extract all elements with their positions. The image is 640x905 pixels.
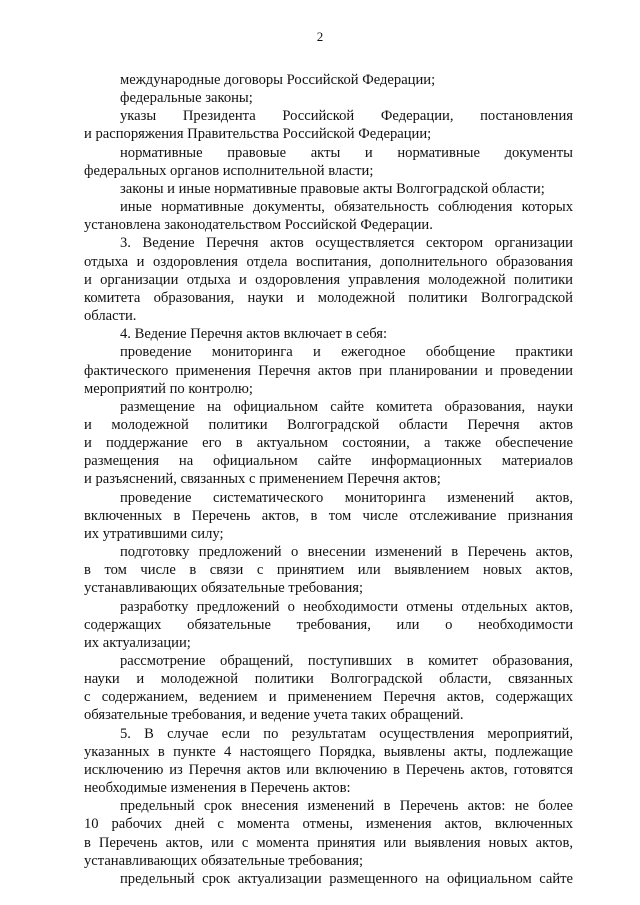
text-line: разработку предложений о необходимости отмены отдельных актов, [120, 598, 573, 615]
text-line: обязательные требования, и ведение учета таких обращений. [84, 707, 464, 724]
paragraph [84, 725, 573, 798]
page-number: 2 [316, 29, 324, 44]
text-line: и организации отдыха и оздоровления управления молодежной политики [84, 271, 573, 288]
text-line: проведение систематического мониторинга изменений актов, [120, 489, 573, 506]
paragraph [84, 797, 573, 870]
text-line: рассмотрение обращений, поступивших в комитет образования, [120, 653, 573, 669]
text-line: международные договоры Российской Федерации; [120, 72, 436, 88]
text-line: и распоряжения Правительства Российской Федерации; [84, 126, 432, 143]
text-line: исключению из Перечня актов или включению в Перечень актов, готовятся [84, 761, 573, 778]
paragraph [84, 543, 573, 597]
paragraph [84, 343, 573, 397]
text-line: 4. Ведение Перечня актов включает в себя: [120, 326, 388, 343]
paragraph [84, 144, 573, 180]
text-line: размещение на официальном сайте комитета образования, науки [120, 398, 573, 415]
text-line: и разъяснений, связанных с применением Перечня актов; [84, 471, 441, 488]
text-line: фактического применения Перечня актов при планировании и проведении [84, 362, 573, 379]
paragraph [84, 652, 573, 725]
text-line: и поддержание его в актуальном состоянии, а также обеспечение [84, 435, 573, 452]
text-line: федеральные законы; [120, 90, 253, 107]
text-line: области. [84, 308, 137, 325]
paragraph [84, 71, 573, 89]
text-line: с содержанием, ведением и применением Перечня актов, содержащих [84, 689, 573, 706]
text-line: федеральных органов исполнительной власти; [84, 162, 374, 179]
text-line: включенных в Перечень актов, в том числе отслеживание признания [84, 507, 573, 524]
text-line: науки и молодежной политики Волгоградской области, связанных [84, 671, 573, 688]
text-line: 5. В случае если по результатам осуществления мероприятий, [120, 725, 573, 742]
text-line: предельный срок внесения изменений в Перечень актов: не более [120, 798, 573, 815]
text-line: иные нормативные документы, обязательность соблюдения которых [120, 199, 573, 216]
text-line: предельный срок актуализации размещенного на официальном сайте [120, 870, 573, 887]
document-body [84, 71, 573, 888]
text-line: проведение мониторинга и ежегодное обобщение практики [120, 344, 573, 361]
text-line: подготовку предложений о внесении изменений в Перечень актов, [120, 544, 573, 561]
text-line: устанавливающих обязательные требования; [84, 852, 364, 869]
text-line: отдыха и оздоровления отдела воспитания, дополнительного образования [84, 253, 573, 270]
text-line: в Перечень актов, или с момента принятия или выявления новых актов, [84, 834, 573, 851]
text-line: размещения на официальном сайте информационных материалов [84, 453, 573, 470]
text-line: указанных в пункте 4 настоящего Порядка, выявлены акты, подлежащие [84, 743, 573, 760]
text-line: комитета образования, науки и молодежной политики Волгоградской [84, 289, 573, 306]
text-line: устанавливающих обязательные требования; [84, 580, 364, 597]
text-line: указы Президента Российской Федерации, постановления [120, 108, 573, 125]
paragraph [84, 180, 573, 198]
text-line: в том числе в связи с принятием или выявлением новых актов, [84, 562, 573, 579]
text-line: установлена законодательством Российской Федерации. [84, 217, 433, 234]
text-line: 10 рабочих дней с момента отмены, изменения актов, включенных [84, 816, 573, 833]
paragraph [84, 489, 573, 543]
text-line: их актуализации; [84, 634, 191, 651]
text-line: их утратившими силу; [84, 525, 224, 542]
text-line: содержащих обязательные требования, или о необходимости [84, 616, 573, 633]
paragraph [84, 325, 573, 343]
paragraph [84, 198, 573, 234]
text-line: законы и иные нормативные правовые акты Волгоградской области; [120, 180, 545, 197]
paragraph [84, 598, 573, 652]
paragraph [84, 870, 573, 888]
paragraph [84, 89, 573, 107]
text-line: 3. Ведение Перечня актов осуществляется сектором организации [120, 235, 573, 252]
paragraph [84, 398, 573, 489]
text-line: нормативные правовые акты и нормативные документы [120, 144, 573, 161]
text-line: необходимые изменения в Перечень актов: [84, 780, 351, 797]
text-line: и молодежной политики Волгоградской области Перечня актов [84, 416, 573, 433]
paragraph [84, 234, 573, 325]
text-line: мероприятий по контролю; [84, 380, 253, 397]
paragraph [84, 107, 573, 143]
